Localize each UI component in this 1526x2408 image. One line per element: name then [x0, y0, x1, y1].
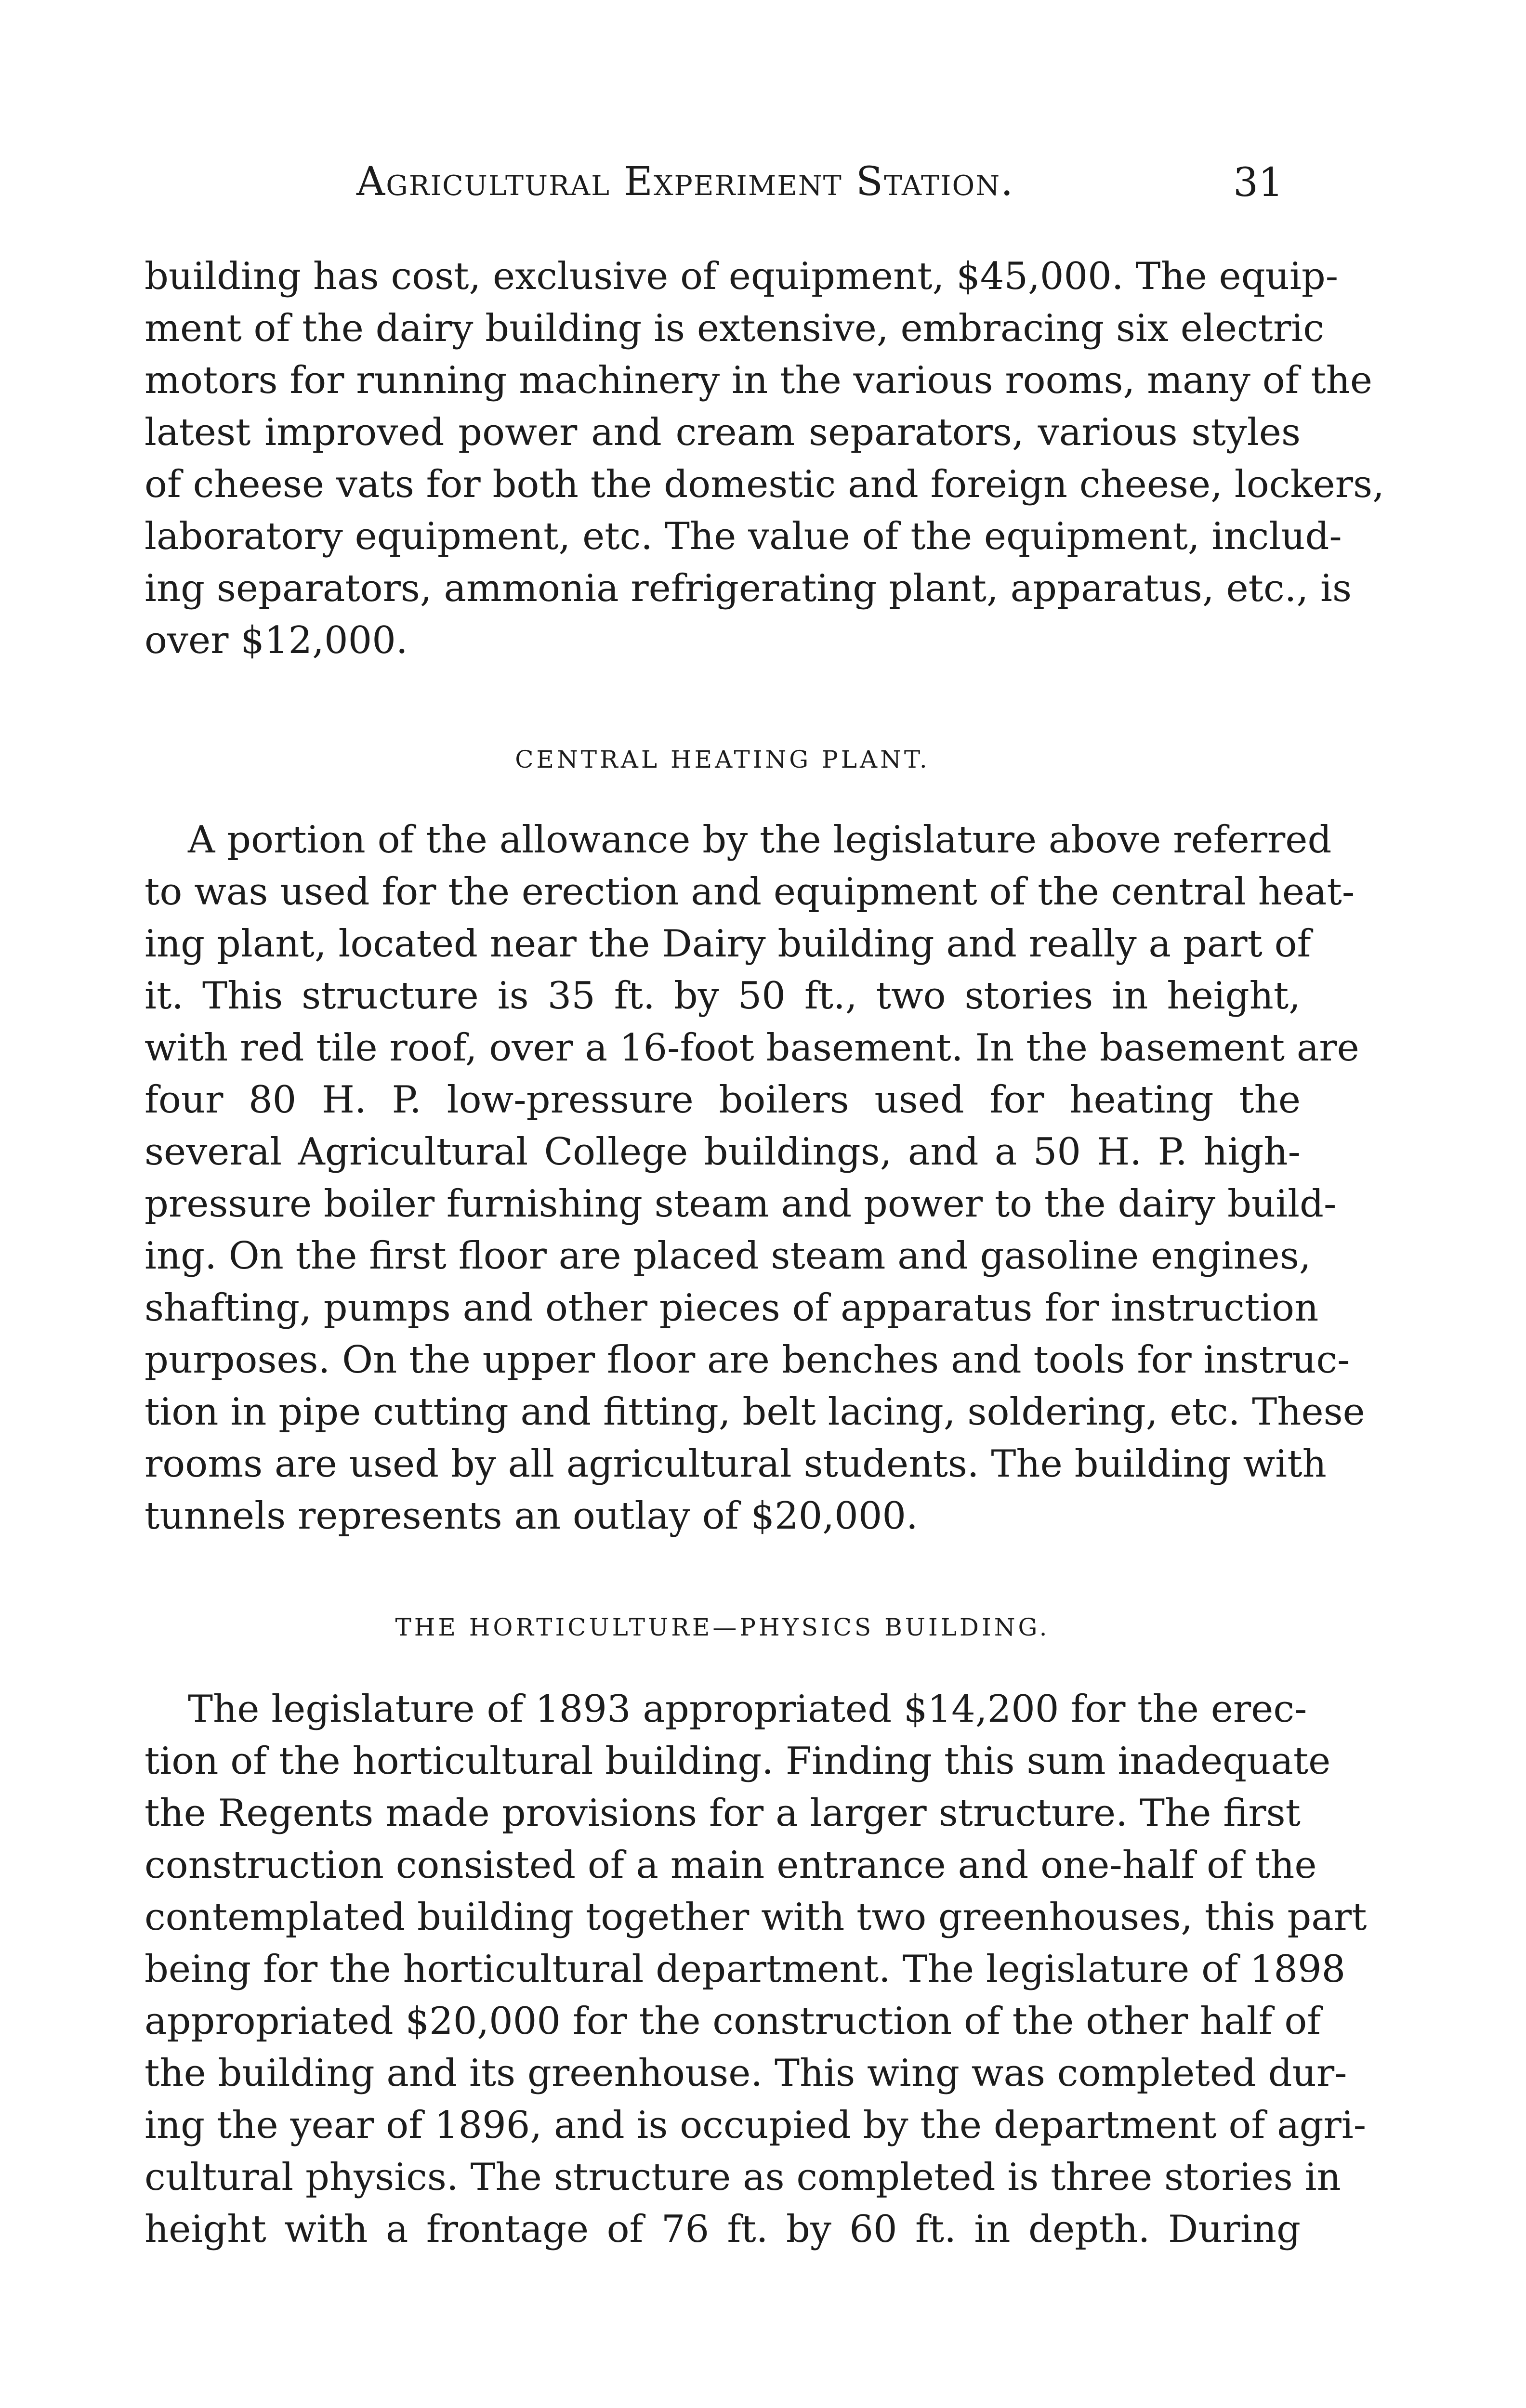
- text-line: laboratory equipment, etc. The value of the equipment, includ-: [145, 515, 1342, 558]
- text-line: purposes. On the upper floor are benches and tools for instruc-: [145, 1338, 1350, 1382]
- text-line: pressure boiler furnishing steam and power to the dairy build-: [145, 1182, 1337, 1226]
- paragraph-dairy-equipment: [145, 250, 1384, 667]
- text-line: tion of the horticultural building. Finding this sum inadequate: [145, 1740, 1331, 1783]
- text-line: contemplated building together with two greenhouses, this part: [145, 1896, 1367, 1939]
- running-head: Agricultural Experiment Station.: [356, 159, 1014, 205]
- section-heading-central-heating-plant: CENTRAL HEATING PLANT.: [515, 746, 930, 773]
- text-line: ing plant, located near the Dairy building and really a part of: [145, 922, 1311, 966]
- paragraph-central-heating-plant: [145, 814, 1365, 1542]
- section-heading-horticulture-physics-building: THE HORTICULTURE—PHYSICS BUILDING.: [395, 1613, 1050, 1641]
- text-line: rooms are used by all agricultural students. The building with: [145, 1442, 1327, 1486]
- paragraph-horticulture-physics-building: [145, 1683, 1367, 2255]
- text-line: tion in pipe cutting and fitting, belt lacing, soldering, etc. These: [145, 1390, 1365, 1434]
- text-line: shafting, pumps and other pieces of apparatus for instruction: [145, 1286, 1319, 1330]
- text-line: ing the year of 1896, and is occupied by the department of agri-: [145, 2104, 1367, 2147]
- text-line: ment of the dairy building is extensive, embracing six electric: [145, 307, 1324, 350]
- text-line: several Agricultural College buildings, and a 50 H. P. high-: [145, 1130, 1301, 1174]
- text-line: appropriated $20,000 for the construction of the other half of: [145, 2000, 1321, 2043]
- text-line: cultural physics. The structure as completed is three stories in: [145, 2156, 1341, 2199]
- page-number: 31: [1233, 160, 1284, 206]
- text-line: over $12,000.: [145, 619, 408, 662]
- text-line: with red tile roof, over a 16-foot basement. In the basement are: [145, 1026, 1359, 1070]
- text-line: height with a frontage of 76 ft. by 60 ft. in depth. During: [145, 2208, 1301, 2251]
- text-line: being for the horticultural department. The legislature of 1898: [145, 1948, 1346, 1991]
- text-line: tunnels represents an outlay of $20,000.: [145, 1494, 918, 1538]
- text-line: construction consisted of a main entrance and one-half of the: [145, 1844, 1317, 1887]
- text-line: to was used for the erection and equipment of the central heat-: [145, 870, 1355, 914]
- text-line: the building and its greenhouse. This wing was completed dur-: [145, 2052, 1347, 2095]
- text-line: latest improved power and cream separators, various styles: [145, 411, 1301, 454]
- text-line: building has cost, exclusive of equipment, $45,000. The equip-: [145, 255, 1339, 298]
- text-line: four 80 H. P. low-pressure boilers used for heating the: [145, 1078, 1301, 1122]
- text-line: the Regents made provisions for a larger structure. The first: [145, 1792, 1301, 1835]
- text-line: A portion of the allowance by the legislature above referred: [188, 818, 1332, 862]
- text-line: motors for running machinery in the various rooms, many of the: [145, 359, 1373, 402]
- text-line: ing. On the first floor are placed steam and gasoline engines,: [145, 1234, 1311, 1278]
- text-line: The legislature of 1893 appropriated $14,200 for the erec-: [188, 1688, 1307, 1731]
- text-line: of cheese vats for both the domestic and foreign cheese, lockers,: [145, 463, 1384, 506]
- text-line: ing separators, ammonia refrigerating plant, apparatus, etc., is: [145, 567, 1352, 610]
- text-line: it. This structure is 35 ft. by 50 ft., two stories in height,: [145, 974, 1301, 1018]
